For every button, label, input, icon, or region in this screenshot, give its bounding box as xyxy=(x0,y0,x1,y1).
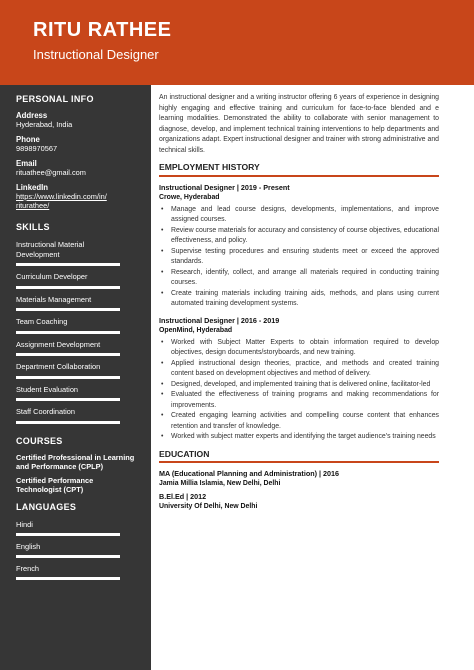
language-label: English xyxy=(16,541,41,551)
languages-heading: LANGUAGES xyxy=(16,501,77,512)
skill-item xyxy=(16,234,142,266)
linkedin-link[interactable]: https://www.linkedin.com/in/ riturathee/ xyxy=(16,192,107,210)
skill-item xyxy=(16,311,142,334)
language-item xyxy=(16,536,142,558)
job-entry xyxy=(159,183,439,310)
education-school: University Of Delhi, New Delhi xyxy=(159,503,258,510)
skill-item xyxy=(16,401,142,424)
courses-heading: COURSES xyxy=(16,435,63,446)
job-bullet: • Manage and lead course designs, developments, implementations, and improve assigned courses. xyxy=(159,205,439,226)
sidebar xyxy=(0,85,151,670)
skill-label: Materials Management xyxy=(16,294,92,304)
employment-heading: EMPLOYMENT HISTORY xyxy=(159,162,439,177)
skill-label: Team Coaching xyxy=(16,317,68,326)
job-bullet: • Worked with Subject Matter Experts to obtain information required to develop objectives, design documents/storyboards, and new training. xyxy=(159,338,439,359)
job-bullet: • Review course materials for accuracy and consistency of course objectives, educational effectiveness, and policy. xyxy=(159,226,439,247)
skill-bar xyxy=(16,421,120,424)
job-bullets xyxy=(159,338,439,443)
candidate-title: Instructional Designer xyxy=(33,47,159,62)
job-entry xyxy=(159,316,439,443)
skill-item xyxy=(16,334,142,357)
email-label: Email xyxy=(16,159,37,168)
job-bullet: • Designed, developed, and implemented training that is delivered online, facilitator-led xyxy=(159,380,439,391)
email-value: rituathee@gmail.com xyxy=(16,168,86,177)
job-title: Instructional Designer | 2016 - 2019 xyxy=(159,315,280,325)
job-bullet: • Applied instructional design theories, practice, and methods and created training content based on development objectives and method of delivery. xyxy=(159,359,439,380)
main-content xyxy=(159,93,439,515)
skill-label: Department Collaboration xyxy=(16,362,101,371)
skill-item xyxy=(16,356,142,379)
skill-item xyxy=(16,289,142,312)
address-value: Hyderabad, India xyxy=(16,120,73,129)
skill-label: Assignment Development xyxy=(16,339,101,349)
education-entry xyxy=(159,492,439,512)
course-item: Certified Professional in Learning and Performance (CPLP) xyxy=(16,452,135,471)
course-item: Certified Performance Technologist (CPT) xyxy=(16,475,94,494)
address-label: Address xyxy=(16,111,48,120)
skill-label: Instructional Material Development xyxy=(16,240,85,259)
profile-summary: An instructional designer and a writing instructor offering 6 years of experience in designing highly engaging and effective training and curriculum for face-to-face blended and e learning modalities. Demonstrated the ability to collaborate with senior management to diagnose, develop, and implement technical training interventions to help departments and organizations adapt. Expert instructional designer and trainer with strong administrative and technical skills. xyxy=(159,94,439,154)
language-item xyxy=(16,558,142,580)
skill-label: Staff Coordination xyxy=(16,407,76,416)
language-bar xyxy=(16,577,120,580)
skill-label: Curriculum Developer xyxy=(16,272,88,281)
job-bullet: • Worked with subject matter experts and identifying the target audience's training needs xyxy=(159,432,439,443)
language-label: Hindi xyxy=(16,519,33,529)
candidate-name: RITU RATHEE xyxy=(33,19,172,41)
job-bullets xyxy=(159,205,439,310)
skill-item xyxy=(16,379,142,402)
job-bullet: • Evaluated the effectiveness of training programs and making recommendations for improvements. xyxy=(159,390,439,411)
education-degree: B.El.Ed | 2012 xyxy=(159,492,207,501)
job-bullet: • Supervise testing procedures and ensuring students meet or exceed the approved standards. xyxy=(159,247,439,268)
skills-list xyxy=(16,234,142,424)
job-bullet: • Create training materials including training aids, methods, and plans using current automated training development systems. xyxy=(159,289,439,310)
resume-header xyxy=(0,0,474,85)
skill-item xyxy=(16,266,142,289)
job-bullet: • Created engaging learning activities and compelling course content that enhances retention and transfer of knowledge. xyxy=(159,411,439,432)
skill-label: Student Evaluation xyxy=(16,384,79,394)
personal-info-heading: PERSONAL INFO xyxy=(16,94,94,104)
education-school: Jamia Millia Islamia, New Delhi, Delhi xyxy=(159,480,281,487)
skills-heading: SKILLS xyxy=(16,222,50,232)
education-entry xyxy=(159,469,439,489)
job-bullet: • Research, identify, collect, and arrange all materials required in conducting training courses. xyxy=(159,268,439,289)
job-company: OpenMind, Hyderabad xyxy=(159,326,233,334)
job-title: Instructional Designer | 2019 - Present xyxy=(159,182,290,192)
linkedin-label: LinkedIn xyxy=(16,183,49,192)
education-degree: MA (Educational Planning and Administration) | 2016 xyxy=(159,469,339,478)
education-heading: EDUCATION xyxy=(159,449,439,464)
phone-label: Phone xyxy=(16,135,40,144)
job-company: Crowe, Hyderabad xyxy=(159,193,220,201)
language-label: French xyxy=(16,563,40,573)
phone-value: 9898970567 xyxy=(16,144,58,153)
language-item xyxy=(16,514,142,536)
